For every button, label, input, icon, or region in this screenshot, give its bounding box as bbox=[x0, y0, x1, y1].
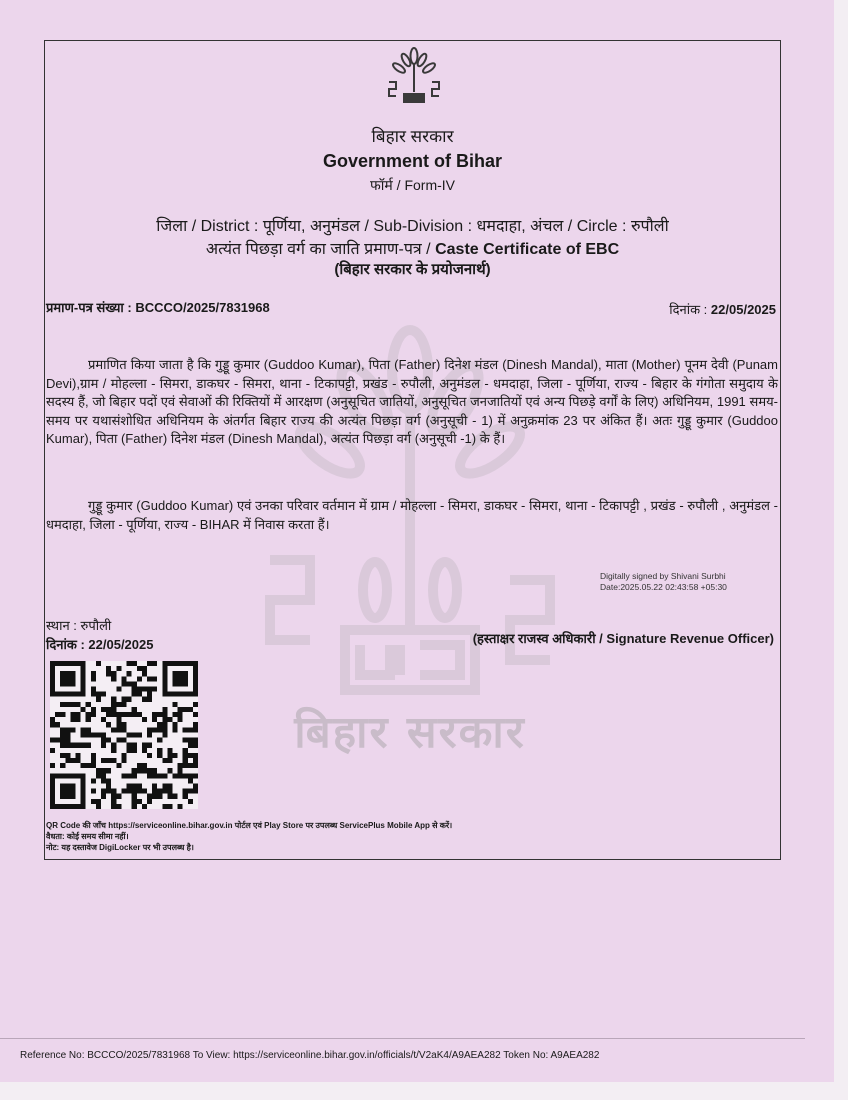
reference-footer: Reference No: BCCCO/2025/7831968 To View: https://serviceonline.bihar.gov.in/officials/t/V2aK4/A9AEA282 Token No: A9AEA282 bbox=[20, 1050, 600, 1061]
issue-place-label: स्थान : bbox=[46, 618, 77, 633]
certificate-date bbox=[669, 300, 776, 318]
form-text: फॉर्म / Form-IV bbox=[369, 177, 455, 193]
issue-date bbox=[46, 635, 153, 653]
certificate-number-value: BCCCO/2025/7831968 bbox=[135, 300, 270, 315]
district-label: जिला / District : bbox=[156, 218, 259, 235]
circle-label: अंचल / Circle : bbox=[530, 218, 627, 235]
issue-place bbox=[46, 616, 111, 634]
certificate-title-hindi: अत्यंत पिछड़ा वर्ग का जाति प्रमाण-पत्र / bbox=[205, 241, 431, 258]
page-edge-right bbox=[834, 0, 848, 1100]
signature-officer: (हस्ताक्षर राजस्व अधिकारी / Signature Revenue Officer) bbox=[472, 631, 774, 646]
certificate-title-english: Caste Certificate of EBC bbox=[435, 241, 620, 258]
issue-date-label: दिनांक : bbox=[46, 637, 85, 652]
certificate-purpose: (बिहार सरकार के प्रयोजनार्थ) bbox=[334, 261, 491, 278]
certificate-paragraph-2: गुड्डू कुमार (Guddoo Kumar) एवं उनका परिवार वर्तमान में ग्राम / मोहल्ला - सिमरा, डाकघर - सिमरा, थाना - टिकापट्टी , प्रखंड - रुपौली , अनुमंडल - धमदाहा, जिला - पूर्णिया, राज्य - BIHAR में निवास करता हैं। bbox=[46, 498, 778, 532]
watermark-text: बिहार सरकार bbox=[294, 707, 526, 758]
location-line bbox=[44, 214, 781, 236]
certificate-title bbox=[44, 237, 781, 259]
note-digilocker: नोट: यह दस्तावेज DigiLocker पर भी उपलब्ध है। bbox=[46, 843, 194, 852]
note-qr: QR Code की जाँच https://serviceonline.bihar.gov.in पोर्टल एवं Play Store पर उपलब्ध ServicePlus Mobile App से करें। bbox=[46, 821, 453, 830]
issue-place-value: रुपौली bbox=[80, 618, 112, 633]
digital-signature-name: Digitally signed by Shivani Surbhi bbox=[600, 571, 726, 581]
digital-signature-date: Date:2025.05.22 02:43:58 +05:30 bbox=[600, 582, 727, 592]
certificate-date-label: दिनांक : bbox=[669, 302, 708, 317]
verification-notes bbox=[46, 820, 452, 853]
digital-signature-block bbox=[600, 571, 727, 593]
circle-value: रुपौली bbox=[630, 218, 669, 235]
qr-code-icon bbox=[50, 661, 198, 809]
title-hindi: बिहार सरकार bbox=[371, 127, 454, 146]
subdivision-label: अनुमंडल / Sub-Division : bbox=[309, 218, 473, 235]
page-edge-bottom bbox=[0, 1082, 848, 1100]
form-label bbox=[44, 176, 781, 195]
subdivision-value: धमदाहा, bbox=[476, 218, 526, 235]
certificate-number-label: प्रमाण-पत्र संख्या : bbox=[46, 300, 132, 315]
certificate-number bbox=[46, 298, 270, 316]
certificate-date-value: 22/05/2025 bbox=[710, 302, 776, 317]
title-english: Government of Bihar bbox=[322, 151, 503, 171]
district-value: पूर्णिया, bbox=[262, 218, 306, 235]
certificate-paragraph-1: प्रमाणित किया जाता है कि गुड्डू कुमार (Guddoo Kumar), पिता (Father) दिनेश मंडल (Dinesh Mandal), माता (Mother) पूनम देवी (Punam Devi),ग्राम / मोहल्ला - सिमरा, डाकघर - सिमरा, थाना - टिकापट्टी, प्रखंड - रुपौली, अनुमंडल - धमदाहा, जिला - पूर्णिया, राज्य - बिहार के गंगोता समुदाय के सदस्य हैं, जो बिहार पदों एवं सेवाओं की रिक्तियों में आरक्षण (अनुसूचित जातियों, अनुसूचित जनजातियों एवं अन्य पिछड़े वर्गों के लिए) अधिनियम, 1991 समय-समय पर यथासंशोधित अधिनियम के अंतर्गत बिहार राज्य की अत्यंत पिछड़ा वर्ग (अनुसूची - 1) में अनुक्रमांक 23 पर अंकित हैं। अतः गुड्डू कुमार (Guddoo Kumar), पिता (Father) दिनेश मंडल (Dinesh Mandal), अत्यंत पिछड़ा वर्ग (अनुसूची -1) के हैं। bbox=[46, 357, 778, 446]
footer-divider bbox=[0, 1038, 805, 1039]
bihar-emblem-icon bbox=[385, 46, 443, 106]
note-validity: वैधता: कोई समय सीमा नहीं। bbox=[46, 832, 129, 841]
issue-date-value: 22/05/2025 bbox=[88, 637, 154, 652]
